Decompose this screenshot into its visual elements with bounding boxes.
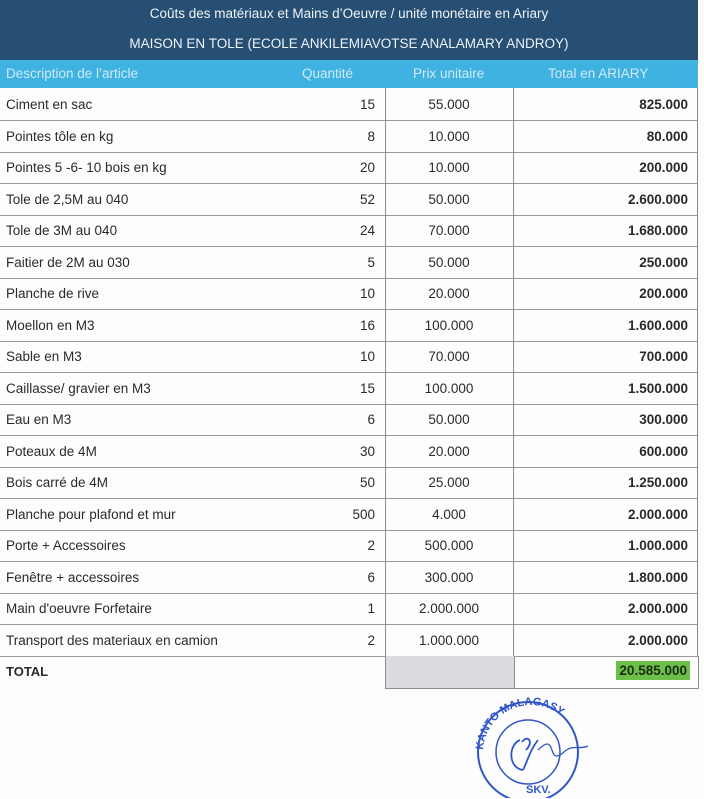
item-unit-price: 25.000 bbox=[428, 475, 470, 490]
item-total: 2.000.000 bbox=[627, 506, 688, 522]
signature bbox=[538, 744, 588, 756]
col-header-total: Total en ARIARY bbox=[548, 66, 649, 81]
item-description: Tole de 3M au 040 bbox=[6, 223, 118, 238]
item-description: Transport des materiaux en camion bbox=[6, 632, 218, 648]
item-unit-price: 10.000 bbox=[428, 160, 470, 175]
item-description: Bois carré de 4M bbox=[6, 475, 109, 490]
item-unit-price: 300.000 bbox=[424, 569, 474, 585]
item-total: 300.000 bbox=[639, 412, 688, 427]
item-quantity: 1 bbox=[367, 601, 375, 616]
item-quantity: 20 bbox=[359, 160, 375, 175]
stamp-text-top: KANTO MALAGASY bbox=[473, 695, 567, 751]
item-unit-price: 70.000 bbox=[428, 223, 470, 238]
table-row bbox=[0, 562, 698, 594]
item-total: 200.000 bbox=[639, 160, 688, 175]
item-unit-price: 50.000 bbox=[428, 191, 470, 207]
item-description: Pointes tôle en kg bbox=[6, 128, 114, 144]
item-total: 1.680.000 bbox=[627, 223, 688, 238]
item-quantity: 15 bbox=[359, 380, 375, 396]
item-unit-price: 10.000 bbox=[428, 128, 470, 144]
item-description: Moellon en M3 bbox=[6, 317, 95, 333]
item-quantity: 16 bbox=[359, 317, 375, 333]
item-quantity: 10 bbox=[359, 349, 375, 364]
table-row bbox=[0, 625, 698, 657]
item-description: Planche pour plafond et mur bbox=[6, 506, 176, 522]
table-row bbox=[0, 152, 698, 184]
item-description: Faitier de 2M au 030 bbox=[6, 254, 130, 270]
total-label: TOTAL bbox=[6, 664, 49, 679]
item-quantity: 8 bbox=[367, 128, 375, 144]
item-description: Fenêtre + accessoires bbox=[6, 569, 140, 585]
table-row bbox=[0, 499, 698, 531]
item-quantity: 5 bbox=[367, 254, 375, 270]
table-row bbox=[0, 467, 698, 499]
divider bbox=[697, 88, 698, 656]
table-row bbox=[0, 121, 698, 153]
table-row bbox=[0, 278, 698, 310]
item-unit-price: 55.000 bbox=[428, 97, 470, 112]
item-description: Main d'oeuvre Forfetaire bbox=[6, 601, 152, 616]
item-description: Eau en M3 bbox=[6, 412, 72, 427]
item-total: 80.000 bbox=[646, 128, 688, 144]
document-subtitle: MAISON EN TOLE (ECOLE ANKILEMIAVOTSE ANALAMARY ANDROY) bbox=[129, 36, 569, 51]
col-header-quantity: Quantité bbox=[302, 66, 354, 81]
stamp-icon bbox=[468, 690, 598, 798]
table-row bbox=[0, 436, 698, 468]
item-total: 2.000.000 bbox=[627, 632, 688, 648]
item-description: Porte + Accessoires bbox=[6, 538, 126, 553]
item-total: 700.000 bbox=[639, 349, 688, 364]
item-description: Caillasse/ gravier en M3 bbox=[6, 380, 151, 396]
document-title: Coûts des matériaux et Mains d’Oeuvre / unité monétaire en Ariary bbox=[149, 6, 549, 21]
item-quantity: 2 bbox=[367, 632, 375, 648]
table-row bbox=[0, 89, 698, 121]
item-unit-price: 100.000 bbox=[424, 317, 474, 333]
item-unit-price: 500.000 bbox=[424, 538, 474, 553]
item-total: 825.000 bbox=[639, 97, 688, 112]
col-header-unit-price: Prix unitaire bbox=[413, 66, 485, 81]
table-row bbox=[0, 215, 698, 247]
item-description: Sable en M3 bbox=[6, 349, 82, 364]
item-quantity: 6 bbox=[367, 569, 375, 585]
item-unit-price: 2.000.000 bbox=[418, 601, 480, 616]
table-row bbox=[0, 341, 698, 373]
item-unit-price: 70.000 bbox=[428, 349, 470, 364]
item-total: 1.500.000 bbox=[627, 380, 688, 396]
item-unit-price: 1.000.000 bbox=[418, 632, 480, 648]
item-quantity: 15 bbox=[359, 97, 375, 112]
item-quantity: 500 bbox=[352, 506, 375, 522]
divider bbox=[385, 88, 386, 656]
item-description: Planche de rive bbox=[6, 286, 100, 301]
item-description: Tole de 2,5M au 040 bbox=[6, 191, 129, 207]
item-quantity: 10 bbox=[359, 286, 375, 301]
item-unit-price: 20.000 bbox=[428, 443, 470, 459]
item-quantity: 24 bbox=[359, 223, 375, 238]
item-total: 200.000 bbox=[639, 286, 688, 301]
item-quantity: 30 bbox=[359, 443, 375, 459]
item-unit-price: 100.000 bbox=[424, 380, 474, 396]
svg-text:KANTO MALAGASY bbox=[474, 696, 567, 751]
item-unit-price: 50.000 bbox=[428, 254, 470, 270]
table-row bbox=[0, 310, 698, 342]
item-quantity: 50 bbox=[359, 475, 375, 490]
item-total: 2.000.000 bbox=[627, 601, 688, 616]
item-total: 250.000 bbox=[639, 254, 688, 270]
item-total: 1.600.000 bbox=[627, 317, 688, 333]
total-cell bbox=[513, 656, 699, 689]
table-header bbox=[0, 60, 698, 88]
item-total: 2.600.000 bbox=[627, 191, 688, 207]
item-description: Pointes 5 -6- 10 bois en kg bbox=[6, 160, 167, 175]
item-total: 600.000 bbox=[639, 443, 688, 459]
grand-total-value: 20.585.000 bbox=[616, 661, 690, 680]
table-row bbox=[0, 184, 698, 216]
item-total: 1.250.000 bbox=[627, 475, 688, 490]
item-total: 1.800.000 bbox=[627, 569, 688, 585]
stamp-text-bottom: SKV. bbox=[526, 784, 551, 796]
table-row bbox=[0, 593, 698, 625]
table-row bbox=[0, 530, 698, 562]
col-header-description: Description de l’article bbox=[6, 66, 139, 81]
item-total: 1.000.000 bbox=[627, 538, 688, 553]
table-row bbox=[0, 373, 698, 405]
title-band bbox=[0, 0, 698, 60]
divider bbox=[513, 88, 514, 656]
item-unit-price: 20.000 bbox=[428, 286, 470, 301]
table-row bbox=[0, 404, 698, 436]
item-unit-price: 50.000 bbox=[428, 412, 470, 427]
item-description: Poteaux de 4M bbox=[6, 443, 97, 459]
item-quantity: 2 bbox=[367, 538, 375, 553]
item-unit-price: 4.000 bbox=[432, 506, 466, 522]
table-row bbox=[0, 247, 698, 279]
item-description: Ciment en sac bbox=[6, 97, 93, 112]
total-empty-cell bbox=[385, 656, 515, 689]
item-quantity: 6 bbox=[367, 412, 375, 427]
item-quantity: 52 bbox=[359, 191, 375, 207]
